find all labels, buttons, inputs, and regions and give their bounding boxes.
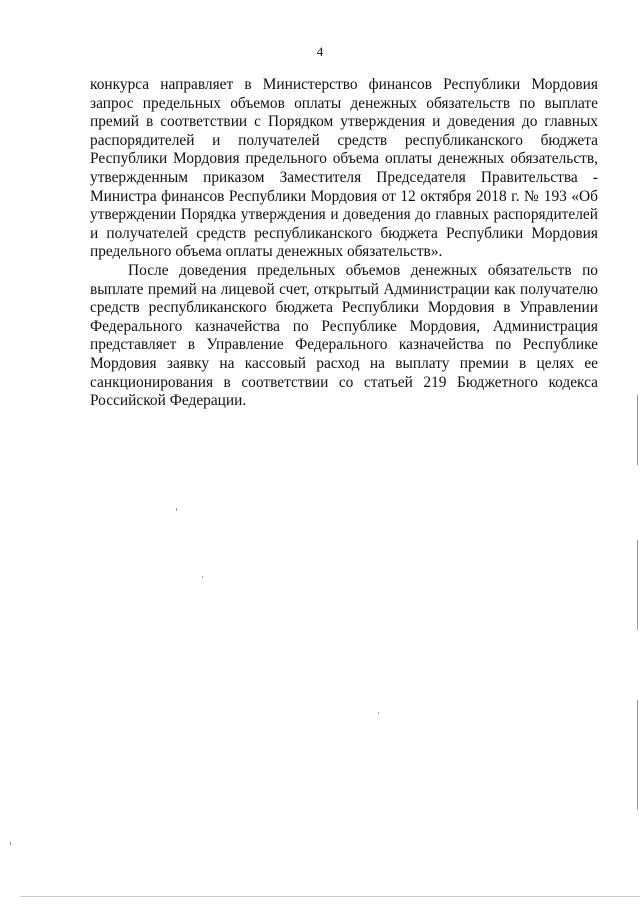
document-body [90,76,598,411]
scan-edge-mark [637,395,638,465]
scan-speck [10,842,11,845]
page-number: 4 [316,44,324,59]
scan-speck [176,508,177,511]
scan-edge-mark [637,540,638,630]
scan-edge-mark [637,700,638,810]
scan-speck [202,576,203,578]
scan-speck [378,712,379,714]
paragraph-budget-limits: После доведения предельных объемов денежных обязательств по выплате премий на лицевой счет, открытый Администрации как получателю средств республиканского бюджета Республики Мордовия в Управлении Федерального казначейства по Республике Мордовия, Администрация представляет в Управление Федерального казначейства по Республике Мордовия заявку на кассовый расход на выплату премии в целях ее санкционирования в соответствии со статьей 219 Бюджетного кодекса Российской Федерации. [90,261,598,410]
scan-bottom-edge [20,896,640,897]
paragraph-continuation: конкурса направляет в Министерство финансов Республики Мордовия запрос предельных объемов оплаты денежных обязательств по выплате премий в соответствии с Порядком утверждения и доведения до главных распорядителей и получателей средств республиканского бюджета Республики Мордовия предельного объема оплаты денежных обязательств, утвержденным приказом Заместителя Председателя Правительства - Министра финансов Республики Мордовия от 12 октября 2018 г. № 193 «Об утверждении Порядка утверждения и доведения до главных распорядителей и получателей средств республиканского бюджета Республики Мордовия предельного объема оплаты денежных обязательств». [90,76,598,261]
